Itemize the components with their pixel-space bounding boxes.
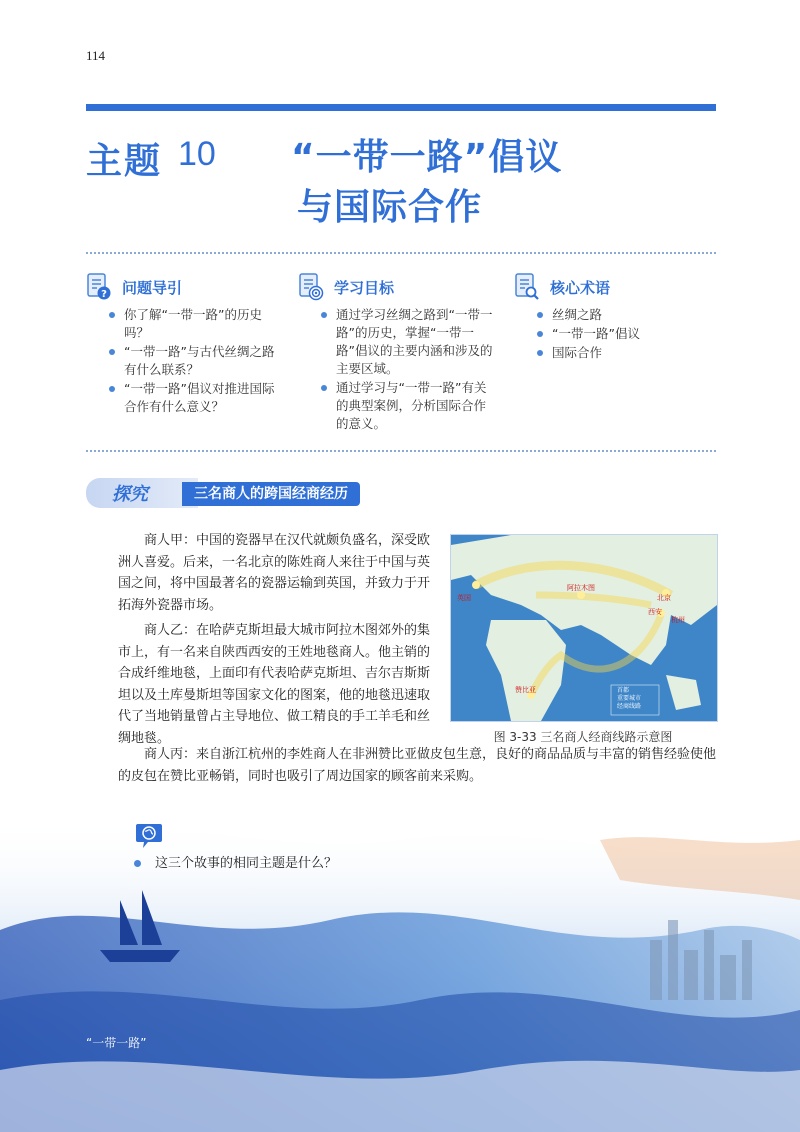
map-label-hangzhou: 杭州 <box>671 616 685 624</box>
trade-route-map <box>450 534 718 722</box>
explore-tag-label: 探究 <box>112 484 148 505</box>
list-item: “一带一路”与古代丝绸之路有什么联系？ <box>120 343 286 379</box>
guide-questions-list <box>86 306 286 416</box>
map-legend <box>617 687 641 711</box>
story-merchant-a <box>118 530 438 616</box>
list-item: 丝绸之路 <box>548 306 714 324</box>
title-main <box>291 133 562 233</box>
question-document-icon <box>86 273 112 301</box>
list-item: “一带一路”倡议 <box>548 325 714 343</box>
column-heading: 问题导引 <box>122 278 183 297</box>
core-terms-column <box>514 272 714 363</box>
question-text: 这三个故事的相同主题是什么？ <box>155 856 338 871</box>
column-heading: 学习目标 <box>334 278 395 297</box>
map-caption: 图 3-33 三名商人经商线路示意图 <box>493 730 673 744</box>
column-heading: 核心术语 <box>550 278 611 297</box>
legend-item: 经商线路 <box>617 703 642 710</box>
story-text: 商人甲：中国的瓷器早在汉代就颇负盛名，深受欧洲人喜爱。后来，一名北京的陈姓商人来往于中国与英国之间，将中国最著名的瓷器运输到英国，并致力于开拓海外瓷器市场。 <box>118 533 431 613</box>
explore-section-header <box>86 478 386 508</box>
dotted-divider-bottom <box>86 450 716 452</box>
bottom-caption: “一带一路” <box>86 1036 147 1050</box>
background-ink-art <box>0 780 800 1132</box>
learning-goals-column <box>298 272 498 434</box>
top-accent-bar <box>86 104 716 111</box>
map-graphic <box>451 535 717 721</box>
map-label-beijing: 北京 <box>657 594 671 602</box>
target-document-icon <box>298 273 324 301</box>
title-line-1: “一带一路”倡议 <box>291 137 563 178</box>
svg-text:?: ? <box>101 289 107 300</box>
legend-item: 重要城市 <box>617 695 642 702</box>
globe-chat-icon <box>134 822 164 850</box>
title-line-2: 与国际合作 <box>297 187 483 228</box>
story-merchant-b <box>118 620 438 749</box>
discussion-question <box>134 852 337 871</box>
list-item: 国际合作 <box>548 344 714 362</box>
question-bullet <box>134 860 141 867</box>
story-text: 商人乙：在哈萨克斯坦最大城市阿拉木图郊外的集市上，有一名来自陕西西安的王姓地毯商人。他主销的合成纤维地毯，上面印有代表哈萨克斯坦、吉尔吉斯斯坦以及土库曼斯坦等国家文化的图案，他的地毯迅速取代了当地销量曾占主导地位、做工精良的手工羊毛和丝绸地毯。 <box>118 623 431 746</box>
guide-questions-column <box>86 272 286 417</box>
list-item: 你了解“一带一路”的历史吗？ <box>120 306 286 342</box>
core-terms-list <box>514 306 714 362</box>
title-number: 10 <box>178 135 216 173</box>
list-item: “一带一路”倡议对推进国际合作有什么意义？ <box>120 380 286 416</box>
dotted-divider-top <box>86 252 716 254</box>
map-label-xian: 西安 <box>648 608 662 616</box>
search-document-icon <box>514 273 540 301</box>
learning-goals-list <box>298 306 498 433</box>
page-number: 114 <box>86 48 106 63</box>
legend-item: 首都 <box>617 687 630 694</box>
map-label-uk: 英国 <box>457 594 471 602</box>
chapter-title <box>86 133 726 243</box>
explore-title: 三名商人的跨国经商经历 <box>182 482 360 506</box>
map-label-almaty: 阿拉木图 <box>567 584 595 592</box>
story-text: 商人丙：来自浙江杭州的李姓商人在非洲赞比亚做皮包生意，良好的商品品质与丰富的销售经验使他的皮包在赞比亚畅销，同时也吸引了周边国家的顾客前来采购。 <box>118 747 717 784</box>
title-label: 主题 <box>86 141 163 182</box>
map-label-zambia: 赞比亚 <box>515 686 536 694</box>
list-item: 通过学习与“一带一路”有关的典型案例，分析国际合作的意义。 <box>332 379 498 433</box>
list-item: 通过学习丝绸之路到“一带一路”的历史，掌握“一带一路”倡议的主要内涵和涉及的主要区域。 <box>332 306 498 378</box>
